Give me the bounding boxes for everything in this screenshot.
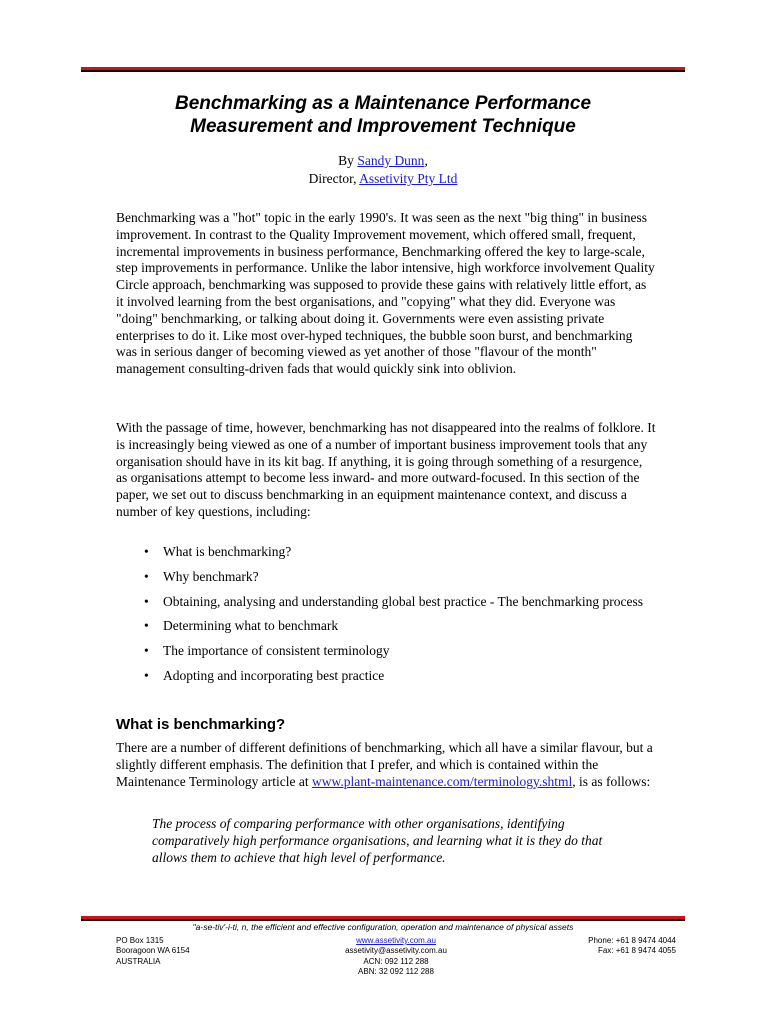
definition-quote: The process of comparing performance with other organisations, identifying comparatively high performance organisations, and learning what it is they do that allows them to achieve that high level of performance. — [152, 816, 603, 865]
key-questions-list — [116, 544, 656, 693]
paragraph-3 — [116, 740, 656, 790]
bullet-icon: • — [144, 544, 149, 559]
document-title — [81, 92, 685, 138]
header-rule-black — [81, 70, 685, 72]
paragraph-passage — [116, 420, 656, 529]
footer-contact — [286, 936, 506, 977]
list-item — [116, 544, 656, 561]
list-item-text: Obtaining, analysing and understanding global best practice - The benchmarking process — [163, 593, 643, 609]
paragraph-definition — [116, 740, 656, 798]
website-link[interactable]: www.assetivity.com.au — [356, 936, 436, 945]
footer-rule-black — [81, 919, 685, 921]
list-item-text: Adopting and incorporating best practice — [163, 667, 385, 683]
abn-text: ABN: 32 092 112 288 — [358, 966, 434, 976]
paragraph-intro — [116, 210, 656, 386]
paragraph-2: With the passage of time, however, benchmarking has not disappeared into the realms of folklore. It is increasingly being viewed as one of a number of important business improvement tools that any organisation should have in its kit bag. If anything, it is going through something of a resurgence, as organisations attempt to become less inward- and more outward-focused. In this section of the paper, we set out to discuss benchmarking in an equipment maintenance context, and discuss a number of key questions, including: — [116, 420, 656, 519]
role-line — [81, 170, 685, 188]
list-item — [116, 569, 656, 586]
acn-text: ACN: 092 112 288 — [363, 956, 429, 966]
list-item — [116, 643, 656, 660]
paragraph-3-text-b: , is as follows: — [572, 773, 651, 789]
bullet-icon: • — [144, 667, 149, 683]
paragraph-3-text-a: There are a number of different definitions of benchmarking, which all have a similar flavour, but a slightly different emphasis. The definition that I prefer, and which is contained within the Maintenance Terminology article at — [116, 740, 653, 789]
role-prefix: Director, — [308, 171, 360, 186]
by-prefix: By — [338, 153, 358, 168]
author-suffix: , — [424, 153, 428, 168]
header-rule — [81, 67, 685, 72]
byline — [81, 152, 685, 188]
footer-rule — [81, 916, 685, 921]
address-line-3: AUSTRALIA — [116, 956, 161, 966]
address-line-2: Booragoon WA 6154 — [116, 946, 190, 956]
footer-tagline: "a-se-tiv'-i-ti, n, the efficient and effective configuration, operation and maintenance of physical assets — [192, 922, 574, 932]
bullet-icon: • — [144, 593, 149, 609]
address-line-1: PO Box 1315 — [116, 936, 164, 945]
list-item — [116, 594, 656, 611]
bullet-icon: • — [144, 618, 149, 634]
fax-text: Fax: +61 8 9474 4055 — [597, 946, 676, 956]
author-line — [81, 152, 685, 170]
author-link[interactable]: Sandy Dunn — [357, 153, 425, 168]
bullet-icon: • — [144, 568, 149, 584]
list-item-text: What is benchmarking? — [163, 544, 292, 559]
list-item-text: Why benchmark? — [163, 568, 259, 584]
phone-text: Phone: +61 8 9474 4044 — [588, 936, 676, 945]
email-text: assetivity@assetivity.com.au — [345, 946, 447, 956]
company-link[interactable]: Assetivity Pty Ltd — [359, 171, 458, 186]
list-item-text: Determining what to benchmark — [163, 618, 339, 634]
terminology-link[interactable]: www.plant-maintenance.com/terminology.shtml — [311, 773, 573, 789]
bullet-icon: • — [144, 643, 149, 659]
section-heading: What is benchmarking? — [116, 716, 286, 733]
paragraph-1: Benchmarking was a "hot" topic in the early 1990's. It was seen as the next "big thing" in business improvement. In contrast to the Quality Improvement movement, which offered small, frequent, incremental improvements in business performance, Benchmarking offered the key to large-scale, step improvements in performance. Unlike the labor intensive, high workforce involvement Quality Circle approach, benchmarking was supposed to provide these gains with relatively little effort, as it involved learning from the best organisations, and "copying" what they did. Everyone was "doing" benchmarking, or talking about doing it. Governments were even assisting private enterprises to do it. Like most over-hyped techniques, the bubble soon burst, and benchmarking was in serious danger of becoming viewed as yet another of those "flavour of the month" management consulting-driven fads that would quickly sink into oblivion. — [116, 210, 655, 377]
footer-phone — [588, 936, 676, 957]
footer-address — [116, 936, 190, 967]
list-item-text: The importance of consistent terminology — [163, 643, 390, 659]
list-item — [116, 618, 656, 635]
title-line-1: Benchmarking as a Maintenance Performance — [174, 93, 592, 114]
list-item — [116, 668, 656, 685]
title-line-2: Measurement and Improvement Technique — [190, 116, 576, 137]
